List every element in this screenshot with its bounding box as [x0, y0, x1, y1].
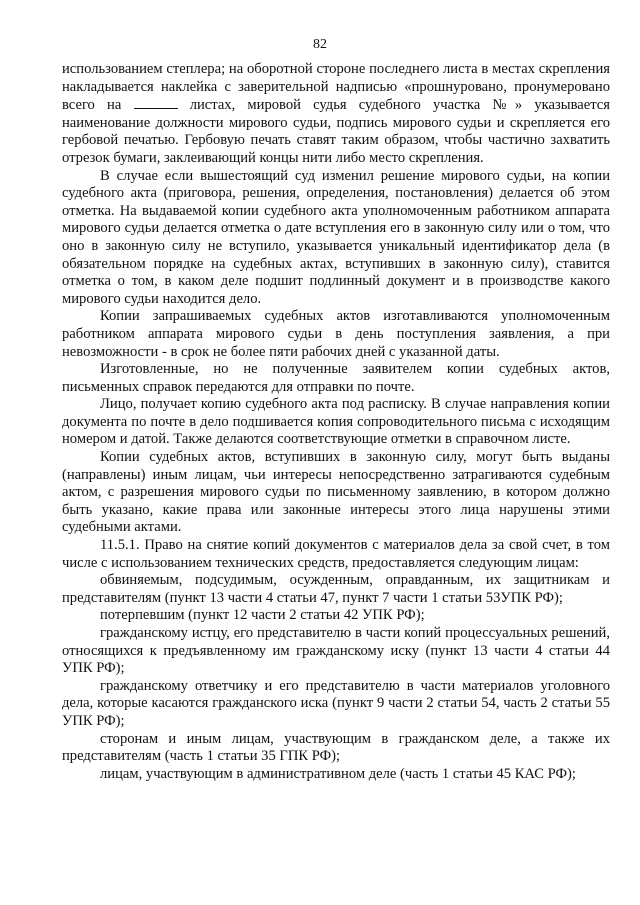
paragraph-higher-court: В случае если вышестоящий суд изменил решение мирового судьи, на копии судебного акта (приговора, решения, определения, постановления) делается об этом отметка. На выдаваемой копии судебного акта уполномоченным работником аппарата мирового судьи делается отметка о дате вступления его в законную силу или о том, что оно в законную силу не вступило, указывается уникальный идентификатор дела (в обязательном порядке на судебных актах, вступивших в законную силу), ставится отметка о том, в каком деле подшит подлинный документ и в производстве какого мирового судьи находится дело. — [62, 167, 610, 307]
paragraph-stapling — [62, 61, 610, 168]
page-number: 82 — [313, 37, 327, 52]
list-item-civil-defendant: гражданскому ответчику и его представителю в части материалов уголовного дела, которые касаются гражданского иска (пункт 9 части 2 статьи 54, часть 2 статьи 55 УПК РФ); — [62, 677, 610, 729]
paragraph-stapling-part-2: листах, мировой судья судебного участка №» указывается наименование должности мирового судьи, подпись мирового судьи и скрепляется его гербовой печатью. Гербовую печать ставят таким образом, чтобы частично захватить отрезок бумаги, заклеивающий концы нити либо место скрепления. — [62, 97, 610, 166]
paragraph-copy-deadline: Копии запрашиваемых судебных актов изготавливаются уполномоченным работником аппарата мирового судьи в день поступления заявления, а при невозможности - в срок не более пяти рабочих дней с указанной даты. — [62, 308, 610, 360]
paragraph-receipt: Лицо, получает копию судебного акта под расписку. В случае направления копии документа по почте в дело подшивается копия сопроводительного письма с исходящим номером и датой. Также делаются соответствующие отметки в справочном листе. — [62, 396, 610, 448]
paragraph-stapling-part-1: использованием степлера; на оборотной стороне последнего листа в местах скрепления накладывается наклейка с заверительной надписью «прошнуровано, пронумеровано всего на — [62, 61, 610, 114]
paragraph-11-5-1: 11.5.1. Право на снятие копий документов с материалов дела за свой счет, в том числе с использованием технических средств, предоставляется следующим лицам: — [62, 537, 610, 571]
list-item-civil-plaintiff: гражданскому истцу, его представителю в части копий процессуальных решений, относящихся к предъявленному им гражданскому иску (пункт 13 части 4 статьи 44 УПК РФ); — [62, 625, 610, 677]
list-item-victims: потерпевшим (пункт 12 части 2 статьи 42 УПК РФ); — [100, 607, 425, 624]
list-item-parties: сторонам и иным лицам, участвующим в гражданском деле, а также их представителям (часть 1 статьи 35 ГПК РФ); — [62, 730, 610, 765]
paragraph-mail-dispatch: Изготовленные, но не полученные заявителем копии судебных актов, письменных справок передаются для отправки по почте. — [62, 361, 610, 395]
paragraph-other-persons: Копии судебных актов, вступивших в законную силу, могут быть выданы (направлены) иным лицам, чьи интересы непосредственно затрагиваются судебным актом, с разрешения мирового судьи по письменному заявлению, в котором должно быть указано, какие права или законные интересы этого лица нарушены этими судебными актами. — [62, 449, 610, 536]
blank-line — [134, 96, 178, 109]
list-item-administrative: лицам, участвующим в административном деле (часть 1 статьи 45 КАС РФ); — [100, 765, 576, 782]
list-item-accused: обвиняемым, подсудимым, осужденным, оправданным, их защитникам и представителям (пункт 13 части 4 статьи 47, пункт 7 части 1 статьи 53УПК РФ); — [62, 572, 610, 606]
document-body — [62, 61, 610, 783]
